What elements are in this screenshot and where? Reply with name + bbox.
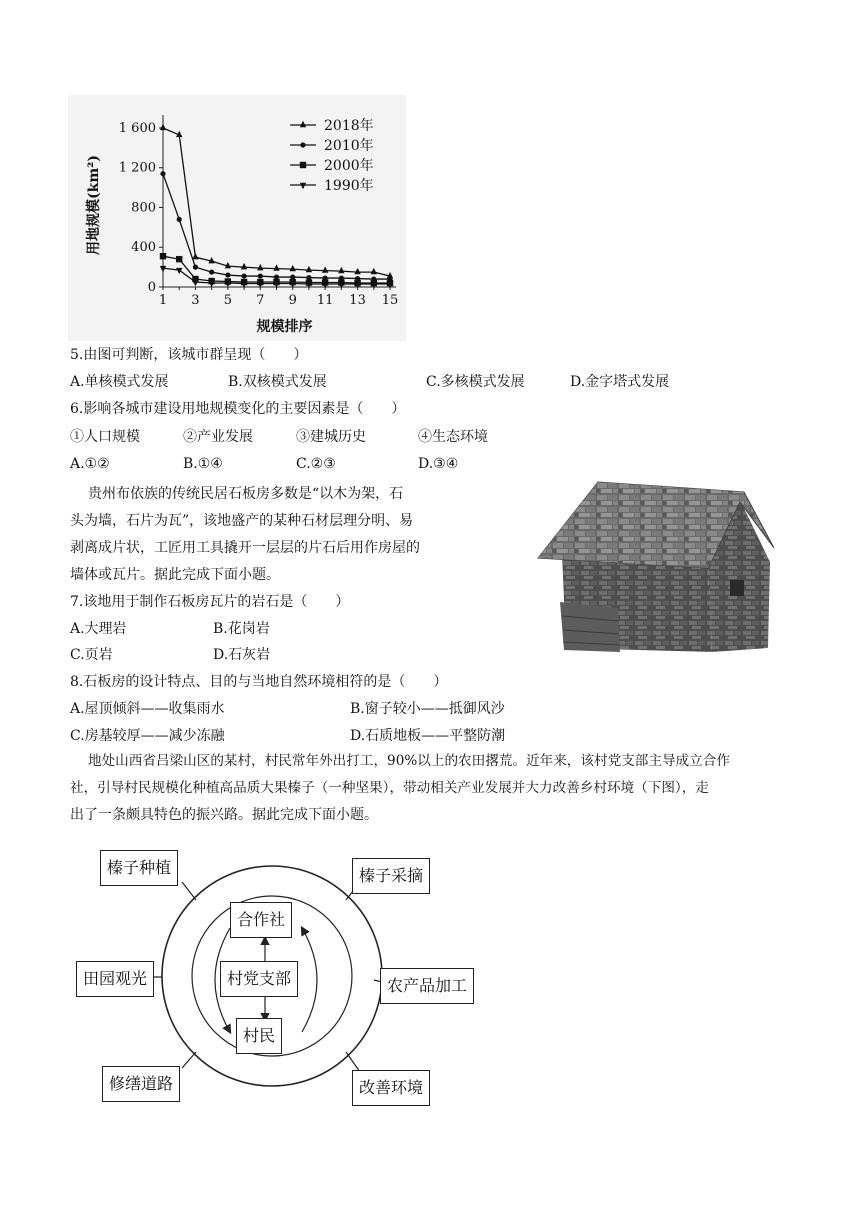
data-point <box>300 121 306 127</box>
data-point <box>160 171 165 176</box>
q8-option-d: D.石质地板——平整防潮 <box>350 728 506 744</box>
passage2-line-1: 贵州布依族的传统民居石板房多数是“以木为架，石 <box>88 486 404 502</box>
legend-label: 1990年 <box>324 178 374 194</box>
node-farm-processing: 农产品加工 <box>380 968 474 1004</box>
q7-stem: 7.该地用于制作石板房瓦片的岩石是（ ） <box>70 594 350 610</box>
data-point <box>209 269 214 274</box>
passage3-line-1: 地处山西省吕梁山区的某村，村民常年外出打工，90%以上的农田撂荒。近年来，该村党支部主导成立合作 <box>88 753 730 769</box>
q8-option-c: C.房基较厚——减少冻融 <box>70 728 225 744</box>
node-hazelnut-planting: 榛子种植 <box>100 850 178 886</box>
q6-factor-2: ②产业发展 <box>183 429 253 445</box>
y-tick-label: 1 200 <box>118 160 156 176</box>
x-tick-label: 9 <box>288 293 297 308</box>
q6-stem: 6.影响各城市建设用地规模变化的主要因素是（ ） <box>70 401 406 417</box>
data-point <box>176 256 182 262</box>
x-tick-label: 1 <box>158 293 168 308</box>
q6-factor-3: ③建城历史 <box>296 429 366 445</box>
legend-label: 2000年 <box>324 158 374 174</box>
data-point <box>257 264 263 270</box>
stone-house-image <box>508 470 776 660</box>
legend-label: 2018年 <box>324 118 374 134</box>
data-point <box>290 265 296 271</box>
y-tick-label: 0 <box>147 280 156 295</box>
data-point <box>193 265 198 270</box>
q8-option-a: A.屋顶倾斜——收集雨水 <box>70 701 225 717</box>
data-point <box>241 273 246 278</box>
chart-svg <box>68 95 406 341</box>
q8-stem: 8.石板房的设计特点、目的与当地自然环境相符的是（ ） <box>70 674 448 690</box>
node-hazelnut-picking: 榛子采摘 <box>352 858 430 894</box>
y-tick-label: 400 <box>131 240 156 256</box>
x-tick-label: 5 <box>223 293 232 308</box>
q6-factor-1: ①人口规模 <box>70 429 140 445</box>
data-point <box>300 183 306 189</box>
x-tick-label: 15 <box>381 293 399 308</box>
node-villagers: 村民 <box>236 1018 282 1054</box>
data-point <box>160 266 166 272</box>
x-tick-label: 11 <box>316 293 334 308</box>
node-road-repair: 修缮道路 <box>102 1066 180 1102</box>
y-axis-label: 用地规模(km²) <box>86 155 102 255</box>
q6-option-a: A.①② <box>70 456 110 472</box>
node-field-tourism: 田园观光 <box>76 961 154 997</box>
legend-label: 2010年 <box>324 138 374 154</box>
data-point <box>225 272 230 277</box>
data-point <box>273 264 279 270</box>
passage3-line-2: 社，引导村民规模化种植高品质大果榛子（一种坚果），带动相关产业发展并大力改善乡村环境（下图），走 <box>70 780 709 796</box>
q6-factor-4: ④生态环境 <box>418 429 488 445</box>
passage2-line-2: 头为墙，石片为瓦”，该地盛产的某种石材层理分明、易 <box>70 513 414 529</box>
x-axis-label: 规模排序 <box>256 319 313 335</box>
q5-option-a: A.单核模式发展 <box>70 374 169 390</box>
data-point <box>192 280 198 286</box>
data-point <box>354 268 360 274</box>
q6-option-d: D.③④ <box>418 456 459 472</box>
data-point <box>160 253 166 259</box>
x-tick-label: 13 <box>349 293 366 308</box>
node-cooperative: 合作社 <box>230 902 292 938</box>
node-party-branch: 村党支部 <box>220 961 298 997</box>
data-point <box>306 266 312 272</box>
data-point <box>300 142 305 147</box>
q7-option-b: B.花岗岩 <box>213 621 270 637</box>
y-tick-label: 800 <box>131 200 156 216</box>
data-point <box>160 124 166 130</box>
data-point <box>177 217 182 222</box>
land-use-chart <box>68 95 406 341</box>
q5-option-c: C.多核模式发展 <box>426 374 525 390</box>
village-diagram <box>70 840 490 1110</box>
passage3-line-3: 出了一条颇具特色的振兴路。据此完成下面小题。 <box>70 807 378 823</box>
x-tick-label: 3 <box>191 293 200 308</box>
q5-option-b: B.双核模式发展 <box>228 374 327 390</box>
node-improve-environment: 改善环境 <box>352 1070 430 1106</box>
q7-option-d: D.石灰岩 <box>213 647 271 663</box>
q7-option-a: A.大理岩 <box>70 621 127 637</box>
passage2-line-3: 剥离成片状，工匠用工具撬开一层层的片石后用作房屋的 <box>70 540 420 556</box>
data-point <box>338 267 344 273</box>
q6-option-b: B.①④ <box>183 456 223 472</box>
y-tick-label: 1 600 <box>118 120 156 136</box>
data-point <box>192 253 198 259</box>
data-point <box>241 263 247 269</box>
q6-option-c: C.②③ <box>296 456 336 472</box>
data-point <box>258 273 263 278</box>
q8-option-b: B.窗子较小——抵御风沙 <box>350 701 505 717</box>
q7-option-c: C.页岩 <box>70 647 113 663</box>
q5-stem: 5.由图可判断，该城市群呈现（ ） <box>70 347 308 363</box>
data-point <box>322 266 328 272</box>
data-point <box>300 162 306 168</box>
passage2-line-4: 墙体或瓦片。据此完成下面小题。 <box>70 567 280 583</box>
q5-option-d: D.金字塔式发展 <box>570 374 670 390</box>
data-point <box>371 268 377 274</box>
x-tick-label: 7 <box>256 293 265 308</box>
